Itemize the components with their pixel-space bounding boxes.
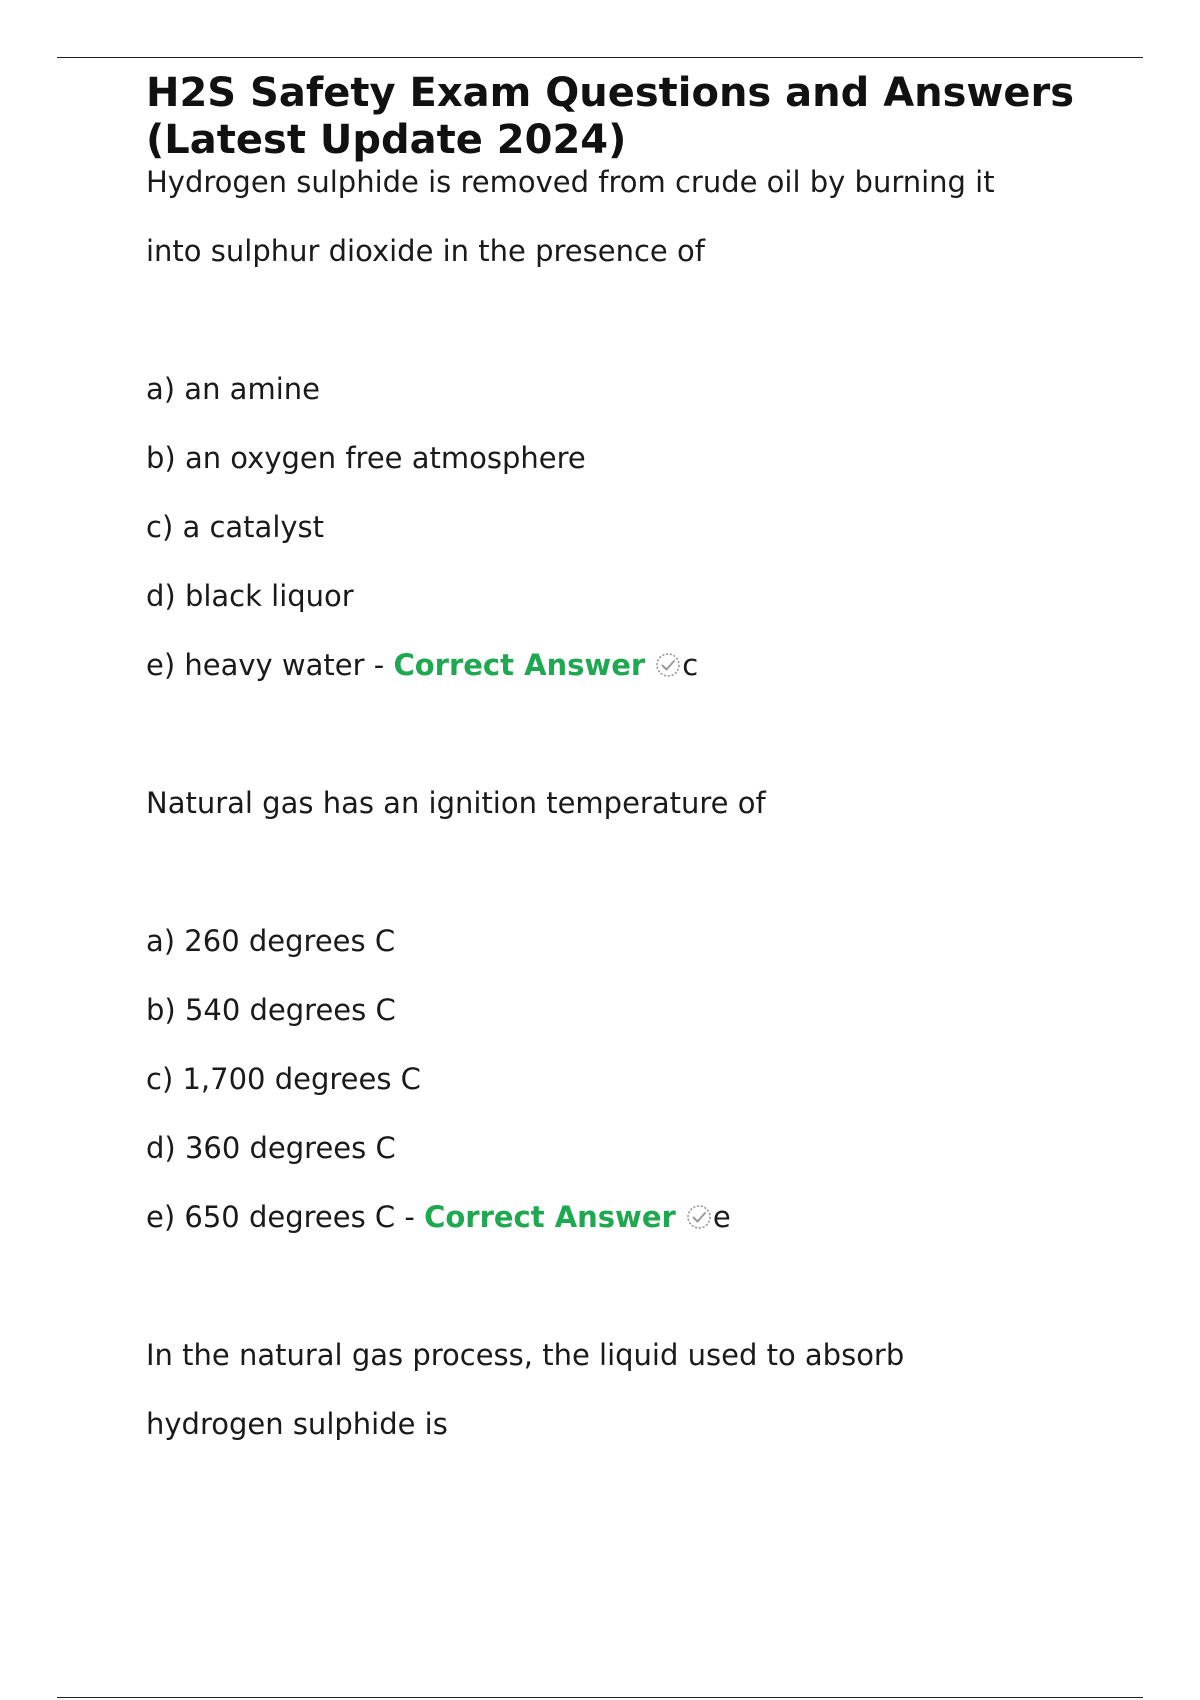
question-text: In the natural gas process, the liquid used to absorb [146, 1338, 905, 1372]
option-item: b) 540 degrees C [146, 993, 396, 1027]
answer-separator: - [364, 648, 394, 682]
question-block [146, 769, 1146, 1252]
option-list [146, 907, 1146, 1252]
question-text: hydrogen sulphide is [146, 1407, 448, 1441]
document-body [146, 70, 1146, 1459]
check-circle-icon [655, 652, 681, 678]
question-block [146, 148, 1146, 700]
option-text: e) heavy water [146, 648, 365, 682]
option-item: c) a catalyst [146, 510, 325, 544]
option-item: a) an amine [146, 372, 320, 406]
option-item-with-answer [146, 1183, 1146, 1252]
option-item: b) an oxygen free atmosphere [146, 441, 586, 475]
question-block [146, 1321, 1146, 1459]
correct-answer-label: Correct Answer [393, 648, 646, 682]
spacer [146, 700, 1146, 769]
option-list [146, 355, 1146, 700]
option-item: a) 260 degrees C [146, 924, 396, 958]
correct-answer-value: c [682, 648, 699, 682]
top-rule [57, 57, 1143, 58]
correct-answer-label: Correct Answer [424, 1200, 676, 1234]
question-text: into sulphur dioxide in the presence of [146, 234, 705, 268]
question-text: Natural gas has an ignition temperature of [146, 786, 766, 820]
option-item: d) 360 degrees C [146, 1131, 396, 1165]
check-circle-icon [686, 1204, 712, 1230]
answer-separator: - [395, 1200, 425, 1234]
spacer [146, 1252, 1146, 1321]
option-item: d) black liquor [146, 579, 354, 613]
option-text: e) 650 degrees C [146, 1200, 396, 1234]
question-text: Hydrogen sulphide is removed from crude oil by burning it [146, 165, 995, 199]
correct-answer-value: e [712, 1200, 731, 1234]
bottom-rule [57, 1697, 1143, 1698]
option-item-with-answer [146, 631, 1146, 700]
document-title: H2S Safety Exam Questions and Answers (Latest Update 2024) [146, 70, 1075, 163]
option-item: c) 1,700 degrees C [146, 1062, 421, 1096]
